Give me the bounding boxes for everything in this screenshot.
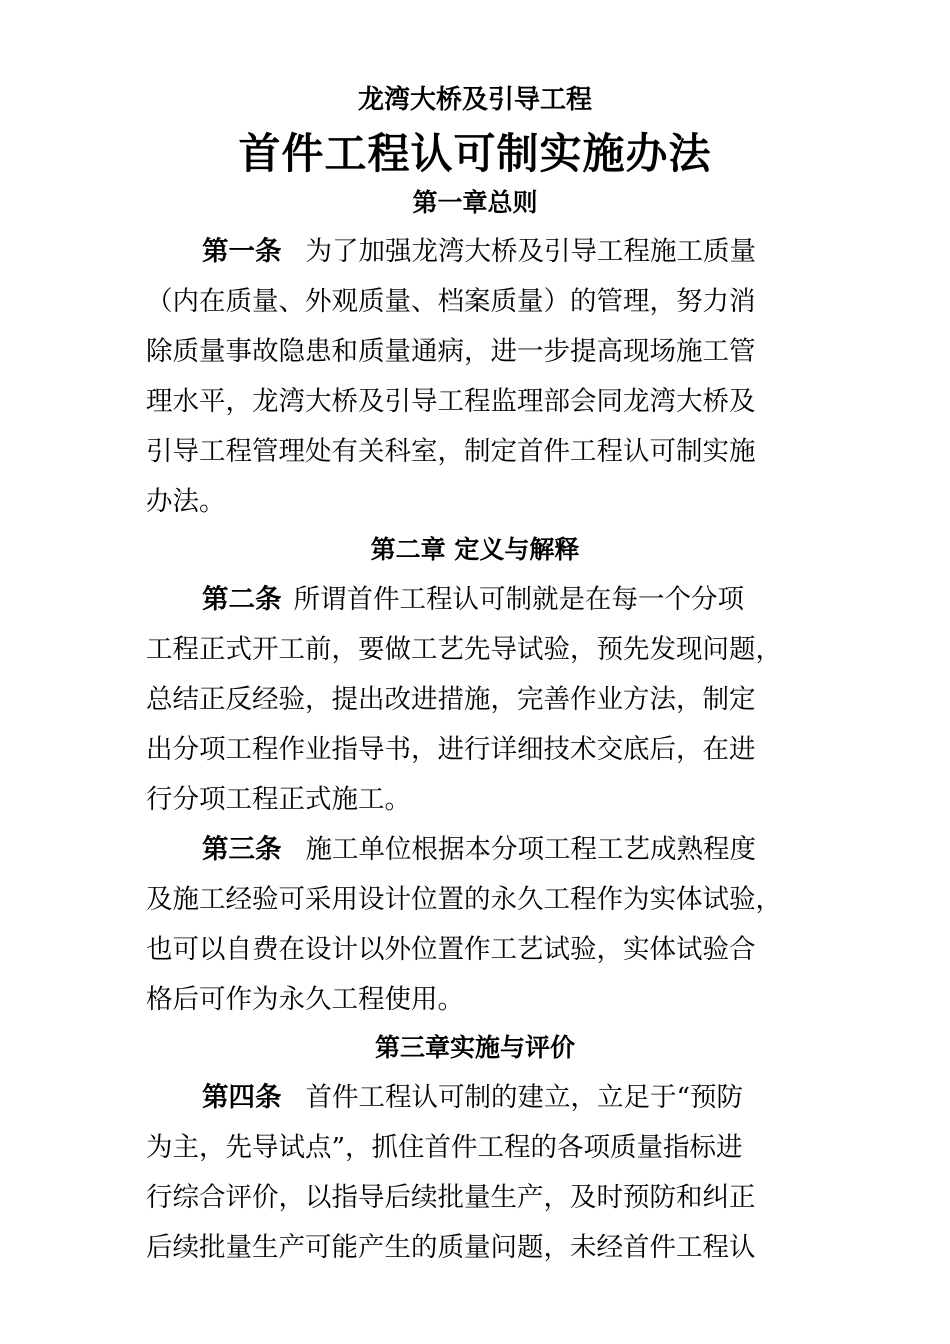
article-text: 所谓首件工程认可制就是在每一个分项 bbox=[293, 584, 744, 615]
article-line: 为主，先导试点”，抓住首件工程的各项质量指标进 bbox=[146, 1132, 743, 1163]
document-title: 龙湾大桥及引导工程 bbox=[357, 85, 592, 115]
article-text: 首件工程认可制的建立，立足于“预防 bbox=[305, 1082, 744, 1113]
article-line: 总结正反经验，提出改进措施，完善作业方法，制定 bbox=[146, 684, 756, 715]
article-line bbox=[202, 1073, 826, 1123]
article-line: 办法。 bbox=[146, 486, 226, 517]
article-line: 工程正式开工前，要做工艺先导试验，预先发现问题， bbox=[146, 634, 782, 665]
article-line: 除质量事故隐患和质量通病，进一步提高现场施工管 bbox=[146, 336, 756, 367]
article-line: 理水平，龙湾大桥及引导工程监理部会同龙湾大桥及 bbox=[146, 386, 756, 417]
article-text: 为了加强龙湾大桥及引导工程施工质量 bbox=[305, 236, 756, 267]
article-label: 第三条 bbox=[202, 834, 282, 865]
article-line: 行分项工程正式施工。 bbox=[146, 784, 411, 815]
chapter-heading: 第三章实施与评价 bbox=[374, 1033, 575, 1062]
article-line: 引导工程管理处有关科室，制定首件工程认可制实施 bbox=[146, 436, 756, 467]
article-label: 第一条 bbox=[202, 236, 282, 267]
article-line bbox=[202, 575, 826, 625]
article-line: （内在质量、外观质量、档案质量）的管理，努力消 bbox=[146, 286, 756, 317]
document-subtitle: 首件工程认可制实施办法 bbox=[238, 129, 712, 178]
chapter-heading: 第一章总则 bbox=[412, 188, 538, 217]
article-line: 出分项工程作业指导书，进行详细技术交底后，在进 bbox=[146, 734, 756, 765]
article-line bbox=[202, 825, 826, 875]
article-line: 后续批量生产可能产生的质量问题，未经首件工程认 bbox=[146, 1232, 756, 1263]
article-line: 行综合评价，以指导后续批量生产，及时预防和纠正 bbox=[146, 1182, 756, 1213]
article-line bbox=[202, 227, 826, 277]
article-line: 格后可作为永久工程使用。 bbox=[146, 984, 464, 1015]
article-line: 及施工经验可采用设计位置的永久工程作为实体试验， bbox=[146, 884, 782, 915]
article-label: 第四条 bbox=[202, 1082, 282, 1113]
article-line: 也可以自费在设计以外位置作工艺试验，实体试验合 bbox=[146, 934, 756, 965]
article-text: 施工单位根据本分项工程工艺成熟程度 bbox=[305, 834, 756, 865]
article-label: 第二条 bbox=[202, 584, 282, 615]
chapter-heading: 第二章 定义与解释 bbox=[370, 535, 580, 564]
